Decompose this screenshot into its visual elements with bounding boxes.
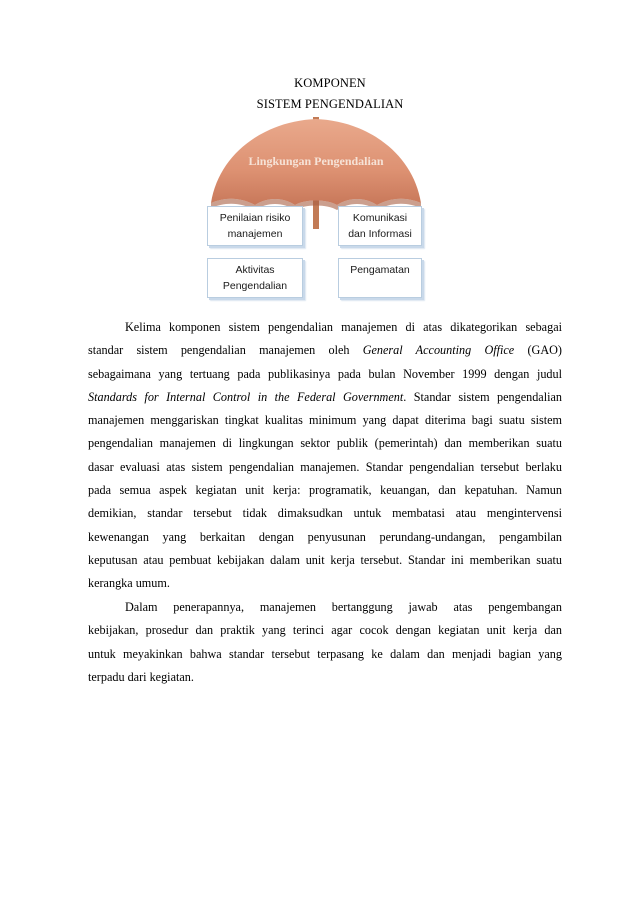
paragraph-1-line: dasar evaluasi atas sistem pengendalian manajemen. Standar pengendalian tersebut berlaku (88, 459, 562, 474)
box-penilaian-line2: manajemen (227, 228, 283, 240)
paragraph-1-line: kewenangan yang berkaitan dengan penyusunan perundang-undangan, pengambilan (88, 529, 562, 544)
box-pengamatan (338, 258, 422, 298)
paragraph-2-line: Dalam penerapannya, manajemen bertanggung jawab atas pengembangan (125, 600, 562, 614)
box-komunikasi-line1: Komunikasi (352, 212, 408, 224)
box-aktivitas-line1: Aktivitas (235, 264, 275, 276)
box-aktivitas-line2: Pengendalian (222, 280, 288, 292)
paragraph-1-line: standar sistem pengendalian manajemen oleh General Accounting Office (GAO) (88, 343, 562, 358)
paragraph-2-line: terpadu dari kegiatan. (88, 669, 194, 684)
paragraph-1 (88, 316, 562, 596)
box-komunikasi (338, 206, 422, 246)
paragraph-2-line: untuk meyakinkan bahwa standar tersebut terpasang ke dalam dan menjadi bagian yang (88, 646, 562, 661)
paragraph-1-line: demikian, standar tersebut tidak dimaksudkan untuk membatasi atau mengintervensi (88, 506, 562, 521)
box-aktivitas (207, 258, 303, 298)
paragraph-1-line: Standards for Internal Control in the Federal Government. Standar sistem pengendalian (88, 389, 562, 404)
box-pengamatan-label: Pengamatan (350, 264, 410, 276)
box-penilaian-line1: Penilaian risiko (219, 212, 291, 224)
paragraph-1-line: manajemen menggariskan tingkat kualitas minimum yang dapat diterima bagi suatu sistem (88, 413, 562, 428)
umbrella-diagram (205, 113, 427, 303)
paragraph-1-line: kerangka umum. (88, 576, 170, 591)
paragraph-1-line: pengendalian manajemen di lingkungan sektor publik (pemerintah) dan memberikan suatu (88, 436, 562, 451)
paragraph-1-line: Kelima komponen sistem pengendalian manajemen di atas dikategorikan sebagai (125, 320, 562, 334)
paragraph-2-line: kebijakan, prosedur dan praktik yang terinci agar cocok dengan kegiatan unit kerja dan (88, 623, 562, 638)
paragraph-1-line: sebagaimana yang tertuang pada publikasinya pada bulan November 1999 dengan judul (88, 366, 562, 381)
paragraph-1-line: pada semua aspek kegiatan unit kerja: programatik, keuangan, dan kepatuhan. Namun (88, 483, 562, 498)
paragraph-1-line: keputusan atau pembuat kebijakan dalam unit kerja tersebut. Standar ini memberikan suatu (88, 552, 562, 567)
box-penilaian-risiko (207, 206, 303, 246)
paragraph-2 (88, 596, 562, 689)
heading-line-2: SISTEM PENGENDALIAN (256, 97, 404, 111)
umbrella-label: Lingkungan Pengendalian (248, 154, 384, 168)
heading-line-1: KOMPONEN (294, 76, 366, 90)
box-komunikasi-line2: dan Informasi (348, 228, 412, 240)
